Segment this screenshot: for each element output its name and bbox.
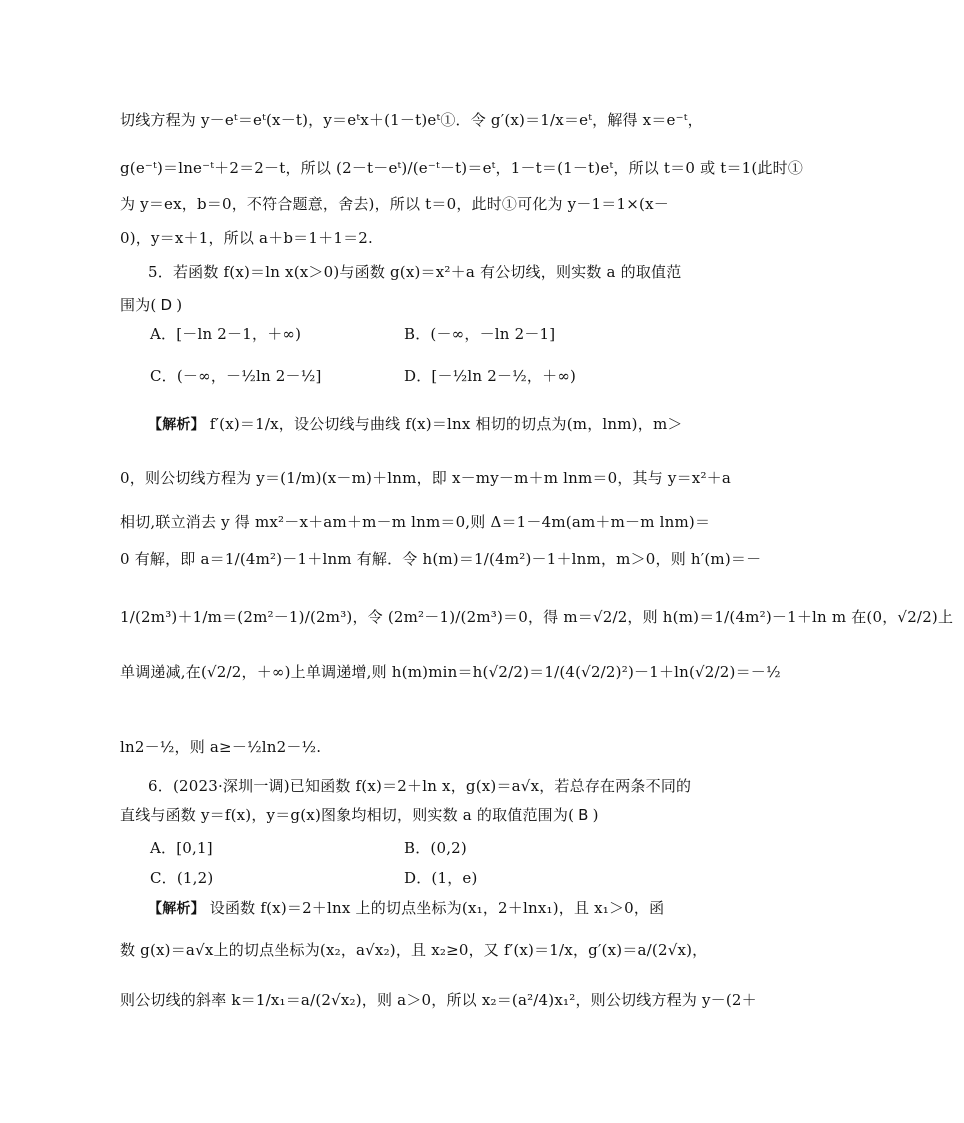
option-b: B．(0,2) — [404, 839, 467, 857]
solution-5-line: 1/(2m³)＋1/m＝(2m²－1)/(2m³)，令 (2m²－1)/(2m³)＝0，得 m＝√2/2，则 h(m)＝1/(4m²)－1＋ln m 在(0，√2/2)上 — [120, 608, 954, 626]
solution-6-line: 数 g(x)＝a√x上的切点坐标为(x₂，a√x₂)，且 x₂≥0，又 f′(x)＝1/x，g′(x)＝a/(2√x)， — [120, 941, 708, 959]
solution-5-line: 单调递减,在(√2/2，＋∞)上单调递增,则 h(m)min＝h(√2/2)＝1/(4(√2/2)²)－1＋ln(√2/2)＝－½ — [120, 663, 781, 681]
text-line: 0)，y＝x＋1，所以 a＋b＝1＋1＝2. — [120, 229, 373, 247]
solution-tag: 【解析】 — [148, 901, 205, 917]
question-text: 围为( — [120, 296, 157, 314]
question-6-stem-end — [120, 805, 680, 825]
solution-text: f′(x)＝1/x，设公切线与曲线 f(x)＝lnx 相切的切点为(m，lnm)，m＞ — [209, 415, 683, 433]
option-c: C．(1,2) — [150, 869, 214, 887]
solution-text: 设函数 f(x)＝2＋lnx 上的切点坐标为(x₁，2＋lnx₁)，且 x₁＞0，函 — [209, 899, 665, 917]
solution-5-line: ln2－½，则 a≥－½ln2－½. — [120, 738, 322, 756]
solution-5-line: 0 有解，即 a＝1/(4m²)－1＋lnm 有解．令 h(m)＝1/(4m²)－1＋lnm，m＞0，则 h′(m)＝－ — [120, 550, 762, 568]
solution-5-line: 相切,联立消去 y 得 mx²－x＋am＋m－m lnm＝0,则 Δ＝1－4m(am＋m－m lnm)＝ — [120, 513, 711, 531]
text-line: 为 y＝ex，b＝0，不符合题意，舍去)，所以 t＝0，此时①可化为 y－1＝1×(x－ — [120, 195, 669, 213]
option-a: A．[0,1] — [150, 839, 213, 857]
question-5-stem: 5．若函数 f(x)＝ln x(x＞0)与函数 g(x)＝x²＋a 有公切线，则实数 a 的取值范 — [148, 263, 682, 281]
text-line: g(e⁻ᵗ)＝lne⁻ᵗ＋2＝2－t，所以 (2－t－eᵗ)/(e⁻ᵗ－t)＝eᵗ，1－t＝(1－t)eᵗ，所以 t＝0 或 t＝1(此时① — [120, 159, 804, 177]
question-text: 直线与函数 y＝f(x)，y＝g(x)图象均相切，则实数 a 的取值范围为( — [120, 806, 575, 824]
solution-5-line: 0，则公切线方程为 y＝(1/m)(x－m)＋lnm，即 x－my－m＋m lnm＝0，其与 y＝x²＋a — [120, 469, 732, 487]
question-6-stem: 6．(2023·深圳一调)已知函数 f(x)＝2＋ln x，g(x)＝a√x，若总存在两条不同的 — [148, 777, 692, 795]
paren-close: ) — [592, 806, 599, 824]
solution-5-line — [148, 414, 708, 435]
option-d: D．[－½ln 2－½，＋∞) — [404, 367, 577, 385]
option-d: D．(1，e) — [404, 869, 478, 887]
option-a: A．[－ln 2－1，＋∞) — [150, 325, 302, 343]
solution-6-line — [148, 898, 708, 919]
question-5-stem-end — [120, 295, 680, 315]
option-c: C．(－∞，－½ln 2－½] — [150, 367, 322, 385]
text-line: 切线方程为 y－eᵗ＝eᵗ(x－t)，y＝eᵗx＋(1－t)eᵗ①．令 g′(x)＝1/x＝eᵗ，解得 x＝e⁻ᵗ， — [120, 111, 703, 129]
answer-letter: D — [160, 296, 173, 314]
solution-tag: 【解析】 — [148, 417, 205, 433]
answer-letter: B — [578, 806, 589, 824]
solution-6-line: 则公切线的斜率 k＝1/x₁＝a/(2√x₂)，则 a＞0，所以 x₂＝(a²/4)x₁²，则公切线方程为 y－(2＋ — [120, 991, 757, 1009]
paren-close: ) — [176, 296, 183, 314]
option-b: B．(－∞，－ln 2－1] — [404, 325, 556, 343]
